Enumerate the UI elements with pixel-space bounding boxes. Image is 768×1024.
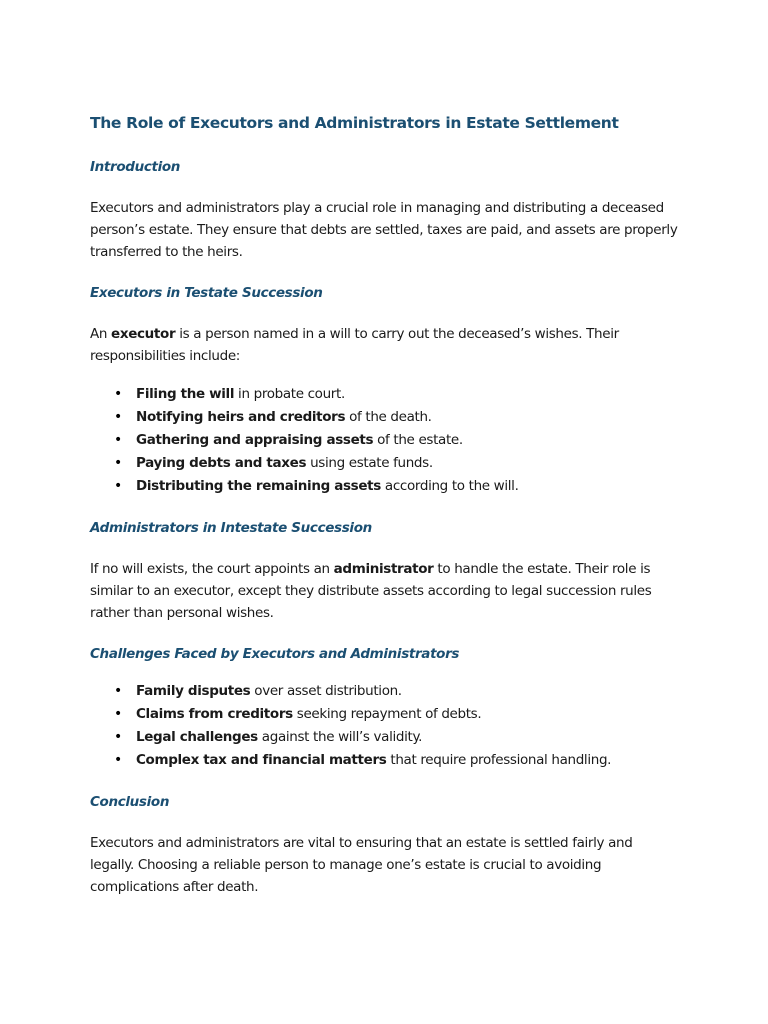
challenges-list xyxy=(90,680,678,772)
heading-administrators: Administrators in Intestate Succession xyxy=(90,520,372,536)
list-item xyxy=(136,406,678,429)
list-item-bold: Family disputes xyxy=(136,683,251,699)
list-item-bold: Gathering and appraising assets xyxy=(136,432,374,448)
executors-para-after: is a person named in a will to carry out the deceased’s wishes. Their responsibilities include: xyxy=(90,326,619,364)
list-item-bold: Notifying heirs and creditors xyxy=(136,409,346,425)
list-item-bold: Legal challenges xyxy=(136,729,258,745)
list-item-text: of the death. xyxy=(345,409,432,425)
list-item-bold: Distributing the remaining assets xyxy=(136,478,381,494)
list-item-text: that require professional handling. xyxy=(386,752,612,768)
conclusion-paragraph: Executors and administrators are vital to ensuring that an estate is settled fairly and legally. Choosing a reliable person to manage one’s estate is crucial to avoiding complications after death. xyxy=(90,835,633,895)
list-item xyxy=(136,726,678,749)
list-item-bold: Complex tax and financial matters xyxy=(136,752,387,768)
administrators-para-bold: administrator xyxy=(333,561,434,577)
document-title: The Role of Executors and Administrators in Estate Settlement xyxy=(90,114,619,132)
list-item xyxy=(136,680,678,703)
heading-conclusion: Conclusion xyxy=(90,794,170,810)
executors-paragraph xyxy=(90,323,678,367)
list-item-text: over asset distribution. xyxy=(250,683,402,699)
list-item-bold: Filing the will xyxy=(136,386,235,402)
executors-para-before: An xyxy=(90,326,112,342)
heading-executors: Executors in Testate Succession xyxy=(90,285,323,301)
list-item-text: against the will’s validity. xyxy=(257,729,423,745)
list-item-text: in probate court. xyxy=(234,386,345,402)
administrators-para-before: If no will exists, the court appoints an xyxy=(90,561,334,577)
list-item-text: seeking repayment of debts. xyxy=(292,706,482,722)
list-item xyxy=(136,383,678,406)
introduction-paragraph: Executors and administrators play a crucial role in managing and distributing a deceased person’s estate. They ensure that debts are settled, taxes are paid, and assets are properly transferred to the heirs. xyxy=(90,200,678,260)
list-item-text: according to the will. xyxy=(380,478,519,494)
list-item-bold: Paying debts and taxes xyxy=(136,455,307,471)
list-item-text: using estate funds. xyxy=(306,455,433,471)
list-item xyxy=(136,429,678,452)
list-item-text: of the estate. xyxy=(373,432,463,448)
heading-challenges: Challenges Faced by Executors and Administrators xyxy=(90,646,460,662)
administrators-para-after: to handle the estate. Their role is similar to an executor, except they distribute assets according to legal succession rules rather than personal wishes. xyxy=(90,561,652,621)
list-item xyxy=(136,452,678,475)
executors-responsibilities-list xyxy=(90,383,678,498)
administrators-paragraph xyxy=(90,558,678,624)
list-item xyxy=(136,703,678,726)
list-item xyxy=(136,475,678,498)
list-item-bold: Claims from creditors xyxy=(136,706,293,722)
executors-para-bold: executor xyxy=(111,326,176,342)
heading-introduction: Introduction xyxy=(90,159,181,175)
list-item xyxy=(136,749,678,772)
